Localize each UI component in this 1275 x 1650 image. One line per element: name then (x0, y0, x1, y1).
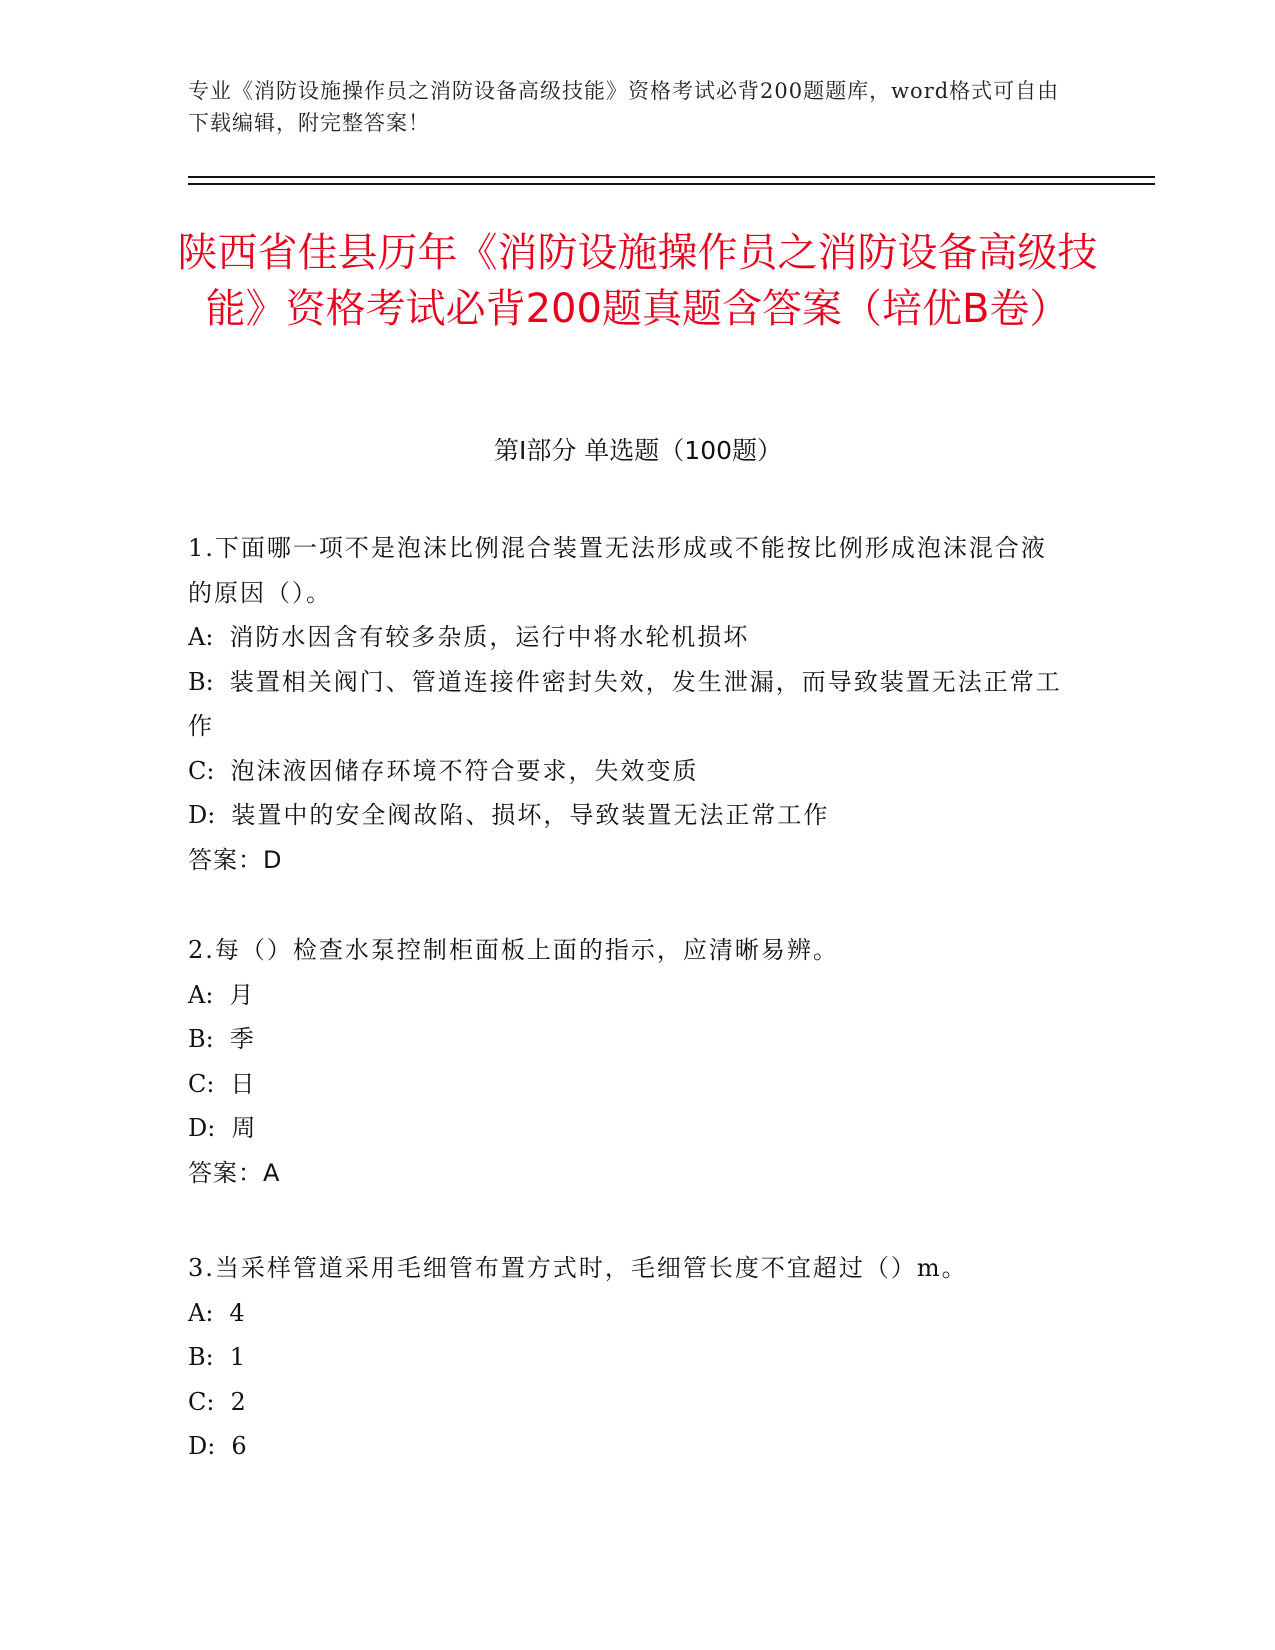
question-3 (188, 1246, 1068, 1469)
option-a (188, 615, 1068, 660)
option-key: C: (188, 1387, 215, 1416)
question-stem: 2.每（）检查水泵控制柜面板上面的指示，应清晰易辨。 (188, 936, 839, 964)
option-text: 泡沫液因储存环境不符合要求，失效变质 (230, 756, 699, 785)
option-key: C: (188, 756, 215, 785)
header-note: 专业《消防设施操作员之消防设备高级技能》资格考试必背200题题库，word格式可自由下载编辑，附完整答案！ (188, 79, 1060, 135)
option-text: 1 (229, 1343, 248, 1371)
option-text: 月 (229, 980, 256, 1009)
option-key: A: (188, 1298, 214, 1327)
option-text: 装置中的安全阀故陷、损坏，导致装置无法正常工作 (231, 801, 830, 829)
option-key: B: (188, 1343, 214, 1371)
header-divider-top (188, 176, 1155, 178)
option-key: D: (188, 1432, 216, 1460)
option-a (188, 1291, 1068, 1336)
option-key: B: (188, 1025, 214, 1053)
question-1 (188, 526, 1068, 882)
option-key: D: (188, 1114, 216, 1142)
option-d (188, 793, 1068, 838)
option-text: 2 (230, 1387, 248, 1416)
option-text: 4 (229, 1298, 247, 1327)
question-2 (188, 928, 1068, 1195)
option-text: 装置相关阀门、管道连接件密封失效，发生泄漏，而导致装置无法正常工作 (188, 667, 1062, 740)
answer-line: 答案：D (188, 845, 283, 874)
question-stem: 3.当采样管道采用毛细管布置方式时，毛细管长度不宜超过（）m。 (188, 1254, 968, 1282)
answer-line: 答案：A (188, 1158, 281, 1187)
option-d (188, 1424, 1068, 1469)
option-text: 周 (231, 1114, 258, 1142)
section-title: 第I部分 单选题（100题） (493, 436, 783, 465)
option-b (188, 660, 1068, 749)
option-key: C: (188, 1069, 215, 1098)
option-key: D: (188, 801, 216, 829)
option-text: 6 (231, 1432, 249, 1460)
option-key: B: (188, 667, 214, 696)
option-text: 消防水因含有较多杂质，运行中将水轮机损坏 (229, 623, 750, 651)
option-text: 日 (230, 1069, 257, 1098)
option-b (188, 1017, 1068, 1062)
option-c (188, 1062, 1068, 1107)
option-text: 季 (229, 1025, 256, 1053)
document-title: 陕西省佳县历年《消防设施操作员之消防设备高级技能》资格考试必背200题真题含答案（培优B卷） (177, 230, 1098, 332)
option-c (188, 1380, 1068, 1425)
option-a (188, 973, 1068, 1018)
option-b (188, 1335, 1068, 1380)
question-stem: 1.下面哪一项不是泡沫比例混合装置无法形成或不能按比例形成泡沫混合液的原因（）。 (188, 534, 1047, 607)
option-key: A: (188, 980, 214, 1009)
header-divider-bottom (188, 183, 1155, 185)
option-c (188, 749, 1068, 794)
option-key: A: (188, 623, 214, 651)
option-d (188, 1106, 1068, 1151)
